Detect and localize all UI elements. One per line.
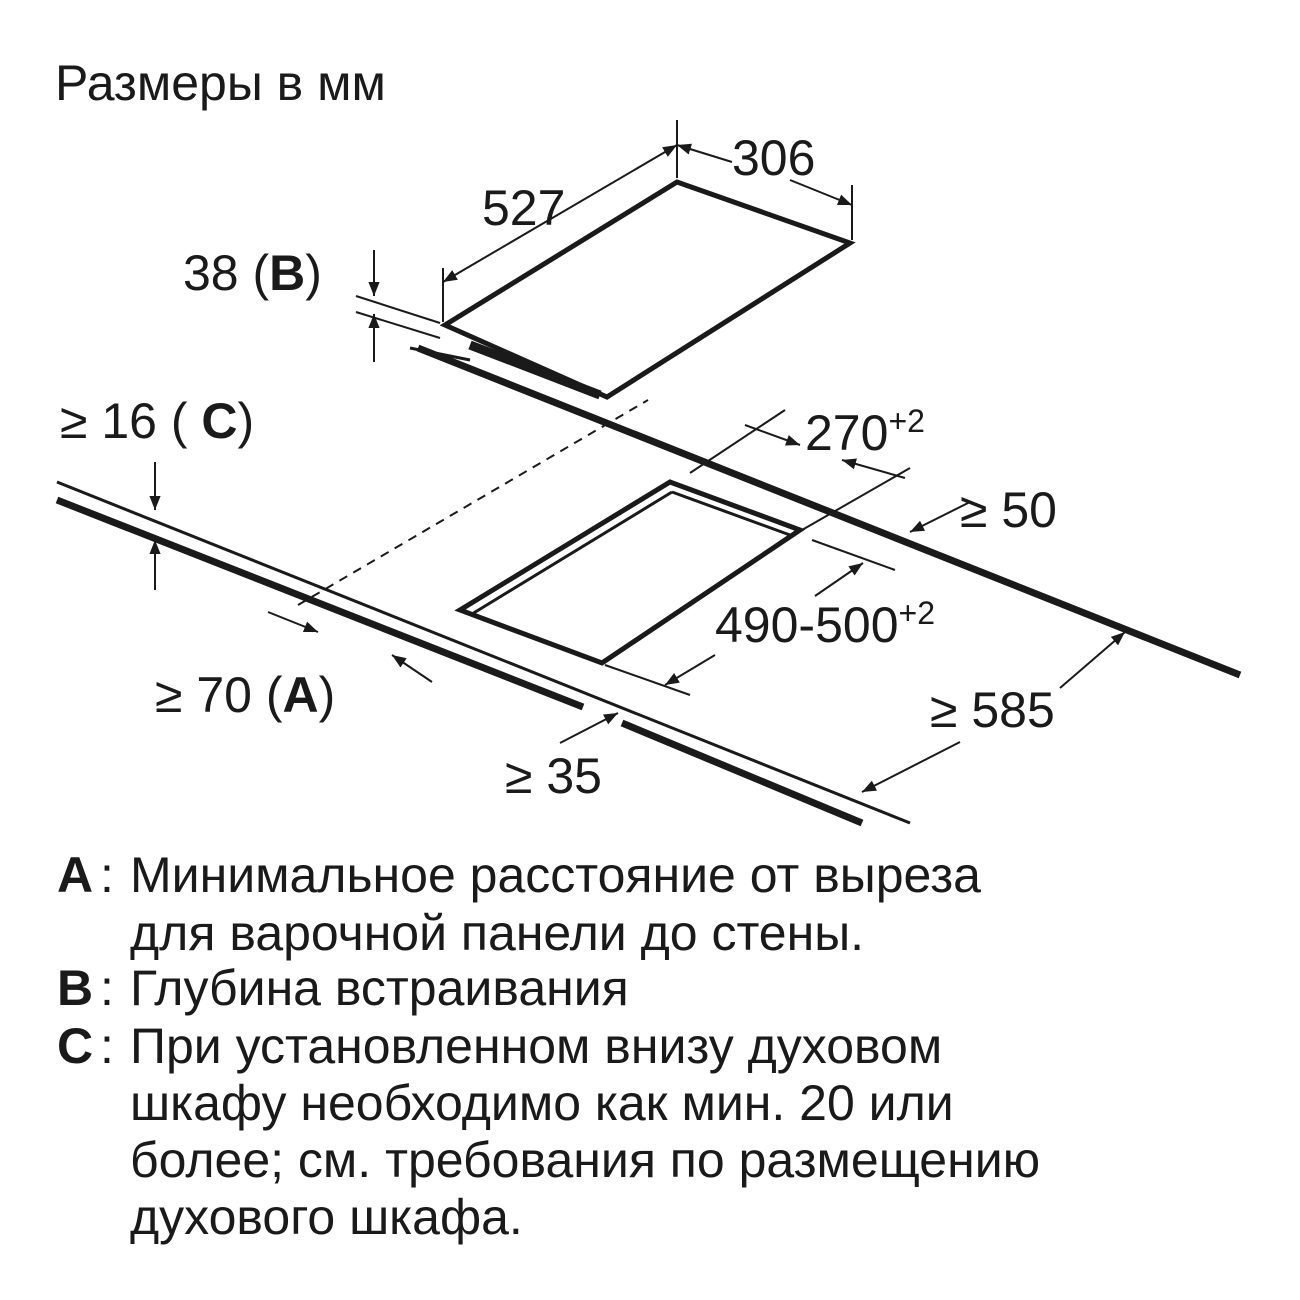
- legend-b-line1: Глубина встраивания: [130, 960, 629, 1016]
- worktop-thickness-label: ≥ 16 ( C): [60, 393, 255, 449]
- built-in-depth-label: 38 (B): [183, 245, 322, 301]
- legend-c-colon: :: [100, 1018, 114, 1074]
- diagram-title: Размеры в мм: [55, 55, 386, 111]
- depth-527-label: 527: [482, 180, 566, 236]
- legend-c-line2: шкафу необходимо как мин. 20 или: [130, 1075, 954, 1131]
- legend-a-line1: Минимальное расстояние от выреза: [130, 847, 981, 903]
- legend-b-colon: :: [100, 960, 114, 1016]
- legend-b-key: B: [57, 960, 94, 1016]
- front-gap-label: ≥ 35: [505, 748, 602, 804]
- worktop-depth-label: ≥ 585: [930, 682, 1055, 738]
- legend-a-key: A: [57, 847, 94, 903]
- legend-a-line2: для варочной панели до стены.: [130, 905, 865, 961]
- legend-c-line3: более; см. требования по размещению: [130, 1132, 1041, 1188]
- rear-gap-label: ≥ 50: [960, 482, 1057, 538]
- hob-appliance: [410, 182, 850, 397]
- wall-gap-label: ≥ 70 (A): [155, 667, 336, 723]
- cutout-depth-label: $490-500^{+2}$: [715, 595, 935, 653]
- legend-c-line1: При установленном внизу духовом: [130, 1018, 943, 1074]
- legend-a-colon: :: [100, 847, 114, 903]
- legend-c-line4: духового шкафа.: [130, 1189, 523, 1245]
- legend: [57, 847, 1040, 1245]
- legend-c-key: C: [57, 1018, 94, 1074]
- width-306-label: 306: [732, 130, 816, 186]
- cutout-width-label: $270^{+2}$: [805, 403, 925, 461]
